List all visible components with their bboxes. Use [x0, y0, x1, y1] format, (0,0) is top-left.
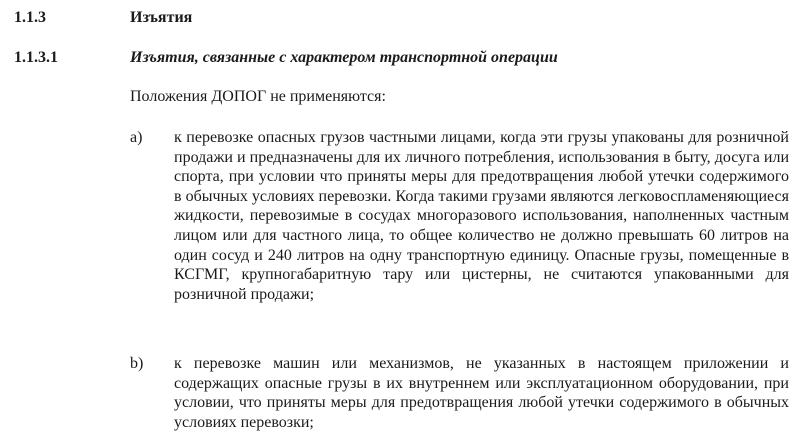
- section-title: Изъятия: [130, 9, 193, 26]
- section-number: 1.1.3: [14, 9, 46, 26]
- subsection-number: 1.1.3.1: [14, 49, 58, 66]
- list-marker: b): [130, 355, 144, 372]
- list-marker: a): [130, 129, 143, 146]
- subsection-title: Изъятия, связанные с характером транспортной операции: [130, 49, 558, 66]
- intro-text: Положения ДОПОГ не применяются:: [130, 88, 386, 105]
- list-item-text: к перевозке машин или механизмов, не указанных в настоящем приложении и содержащих опасные грузы в их внутреннем или эксплуатационном оборудовании, при условии, что приняты меры для предотвращения любой утечки содержимого в обычных условиях перевозки;: [174, 355, 789, 431]
- list-item-text: к перевозке опасных грузов частными лицами, когда эти грузы упакованы для розничной продажи и предназначены для их личного потребления, использования в быту, досуга или спорта, при условии что приняты меры для предотвращения любой утечки содержимого в обычных условиях перевозки. Когда такими грузами являются легковоспламеняющиеся жидкости, перевозимые в сосудах многоразового использования, наполненных частным лицом или для частного лица, то общее количество не должно превышать 60 литров на один сосуд и 240 литров на одну транспортную единицу. Опасные грузы, помещенные в КСГМГ, крупногабаритную тару или цистерны, не считаются упакованными для розничной продажи;: [174, 129, 789, 303]
